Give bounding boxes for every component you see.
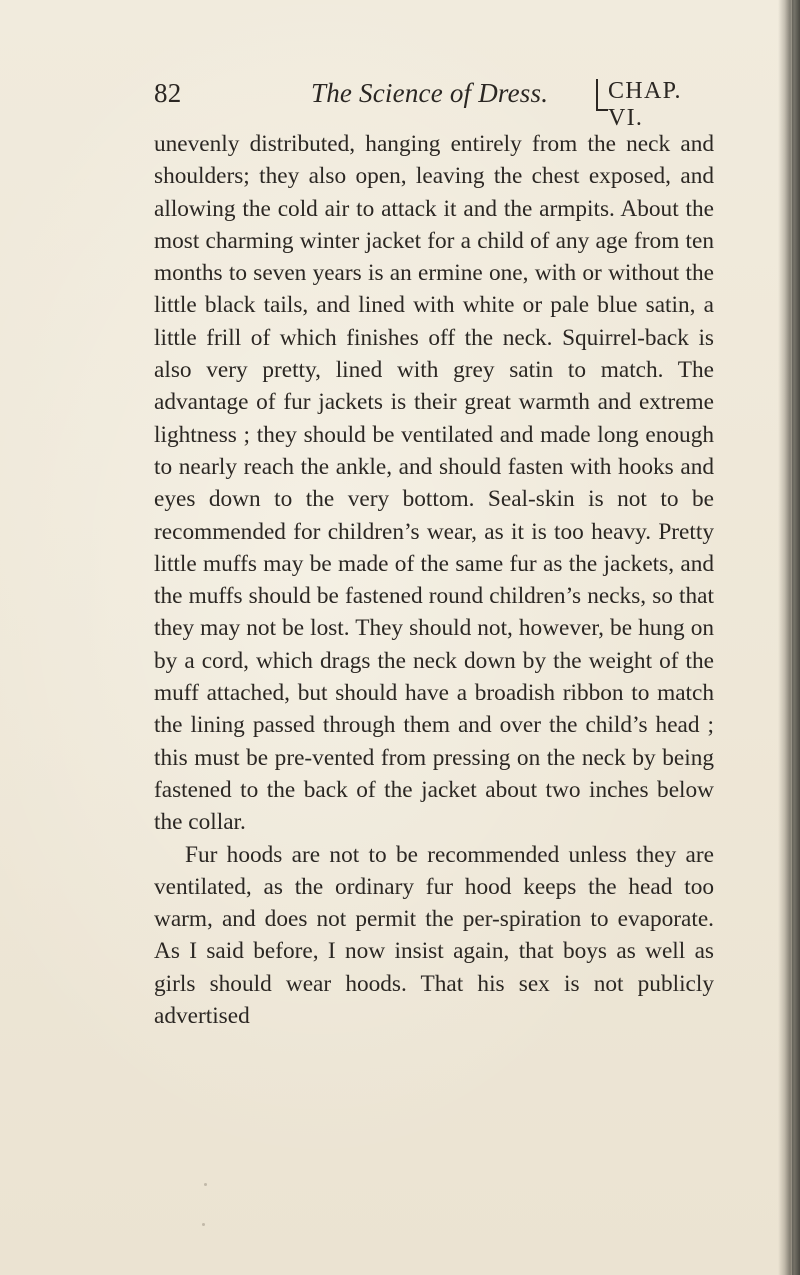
paper-speck — [202, 1223, 205, 1226]
page-number: 82 — [154, 78, 182, 108]
chapter-bracket — [596, 79, 608, 111]
page-edge — [792, 0, 800, 1275]
running-title: The Science of Dress. — [311, 78, 549, 108]
page-header — [154, 78, 714, 131]
chapter-label: CHAP. VI. — [608, 78, 682, 131]
body-text — [154, 128, 714, 1032]
paper-speck — [204, 1183, 207, 1186]
paragraph-1: unevenly distributed, hanging entirely from the neck and shoulders; they also open, leaving the chest exposed, and allowing the cold air to attack it and the armpits. About the most charming winter jacket for a child of any age from ten months to seven years is an ermine one, with or without the little black tails, and lined with white or pale blue satin, a little frill of which finishes off the neck. Squirrel-back is also very pretty, lined with grey satin to match. The advantage of fur jackets is their great warmth and extreme lightness ; they should be ventilated and made long enough to nearly reach the ankle, and should fasten with hooks and eyes down to the very bottom. Seal-skin is not to be recommended for children’s wear, as it is too heavy. Pretty little muffs may be made of the same fur as the jackets, and the muffs should be fastened round children’s necks, so that they may not be lost. They should not, however, be hung on by a cord, which drags the neck down by the weight of the muff attached, but should have a broadish ribbon to match the lining passed through them and over the child’s head ; this must be pre-vented from pressing on the neck by being fastened to the back of the jacket about two inches below the collar. — [154, 131, 714, 836]
paragraph-2: Fur hoods are not to be recommended unless they are ventilated, as the ordinary fur hood keeps the head too warm, and does not permit the per-spiration to evaporate. As I said before, I now insist again, that boys as well as girls should wear hoods. That his sex is not publicly advertised — [154, 841, 714, 1030]
